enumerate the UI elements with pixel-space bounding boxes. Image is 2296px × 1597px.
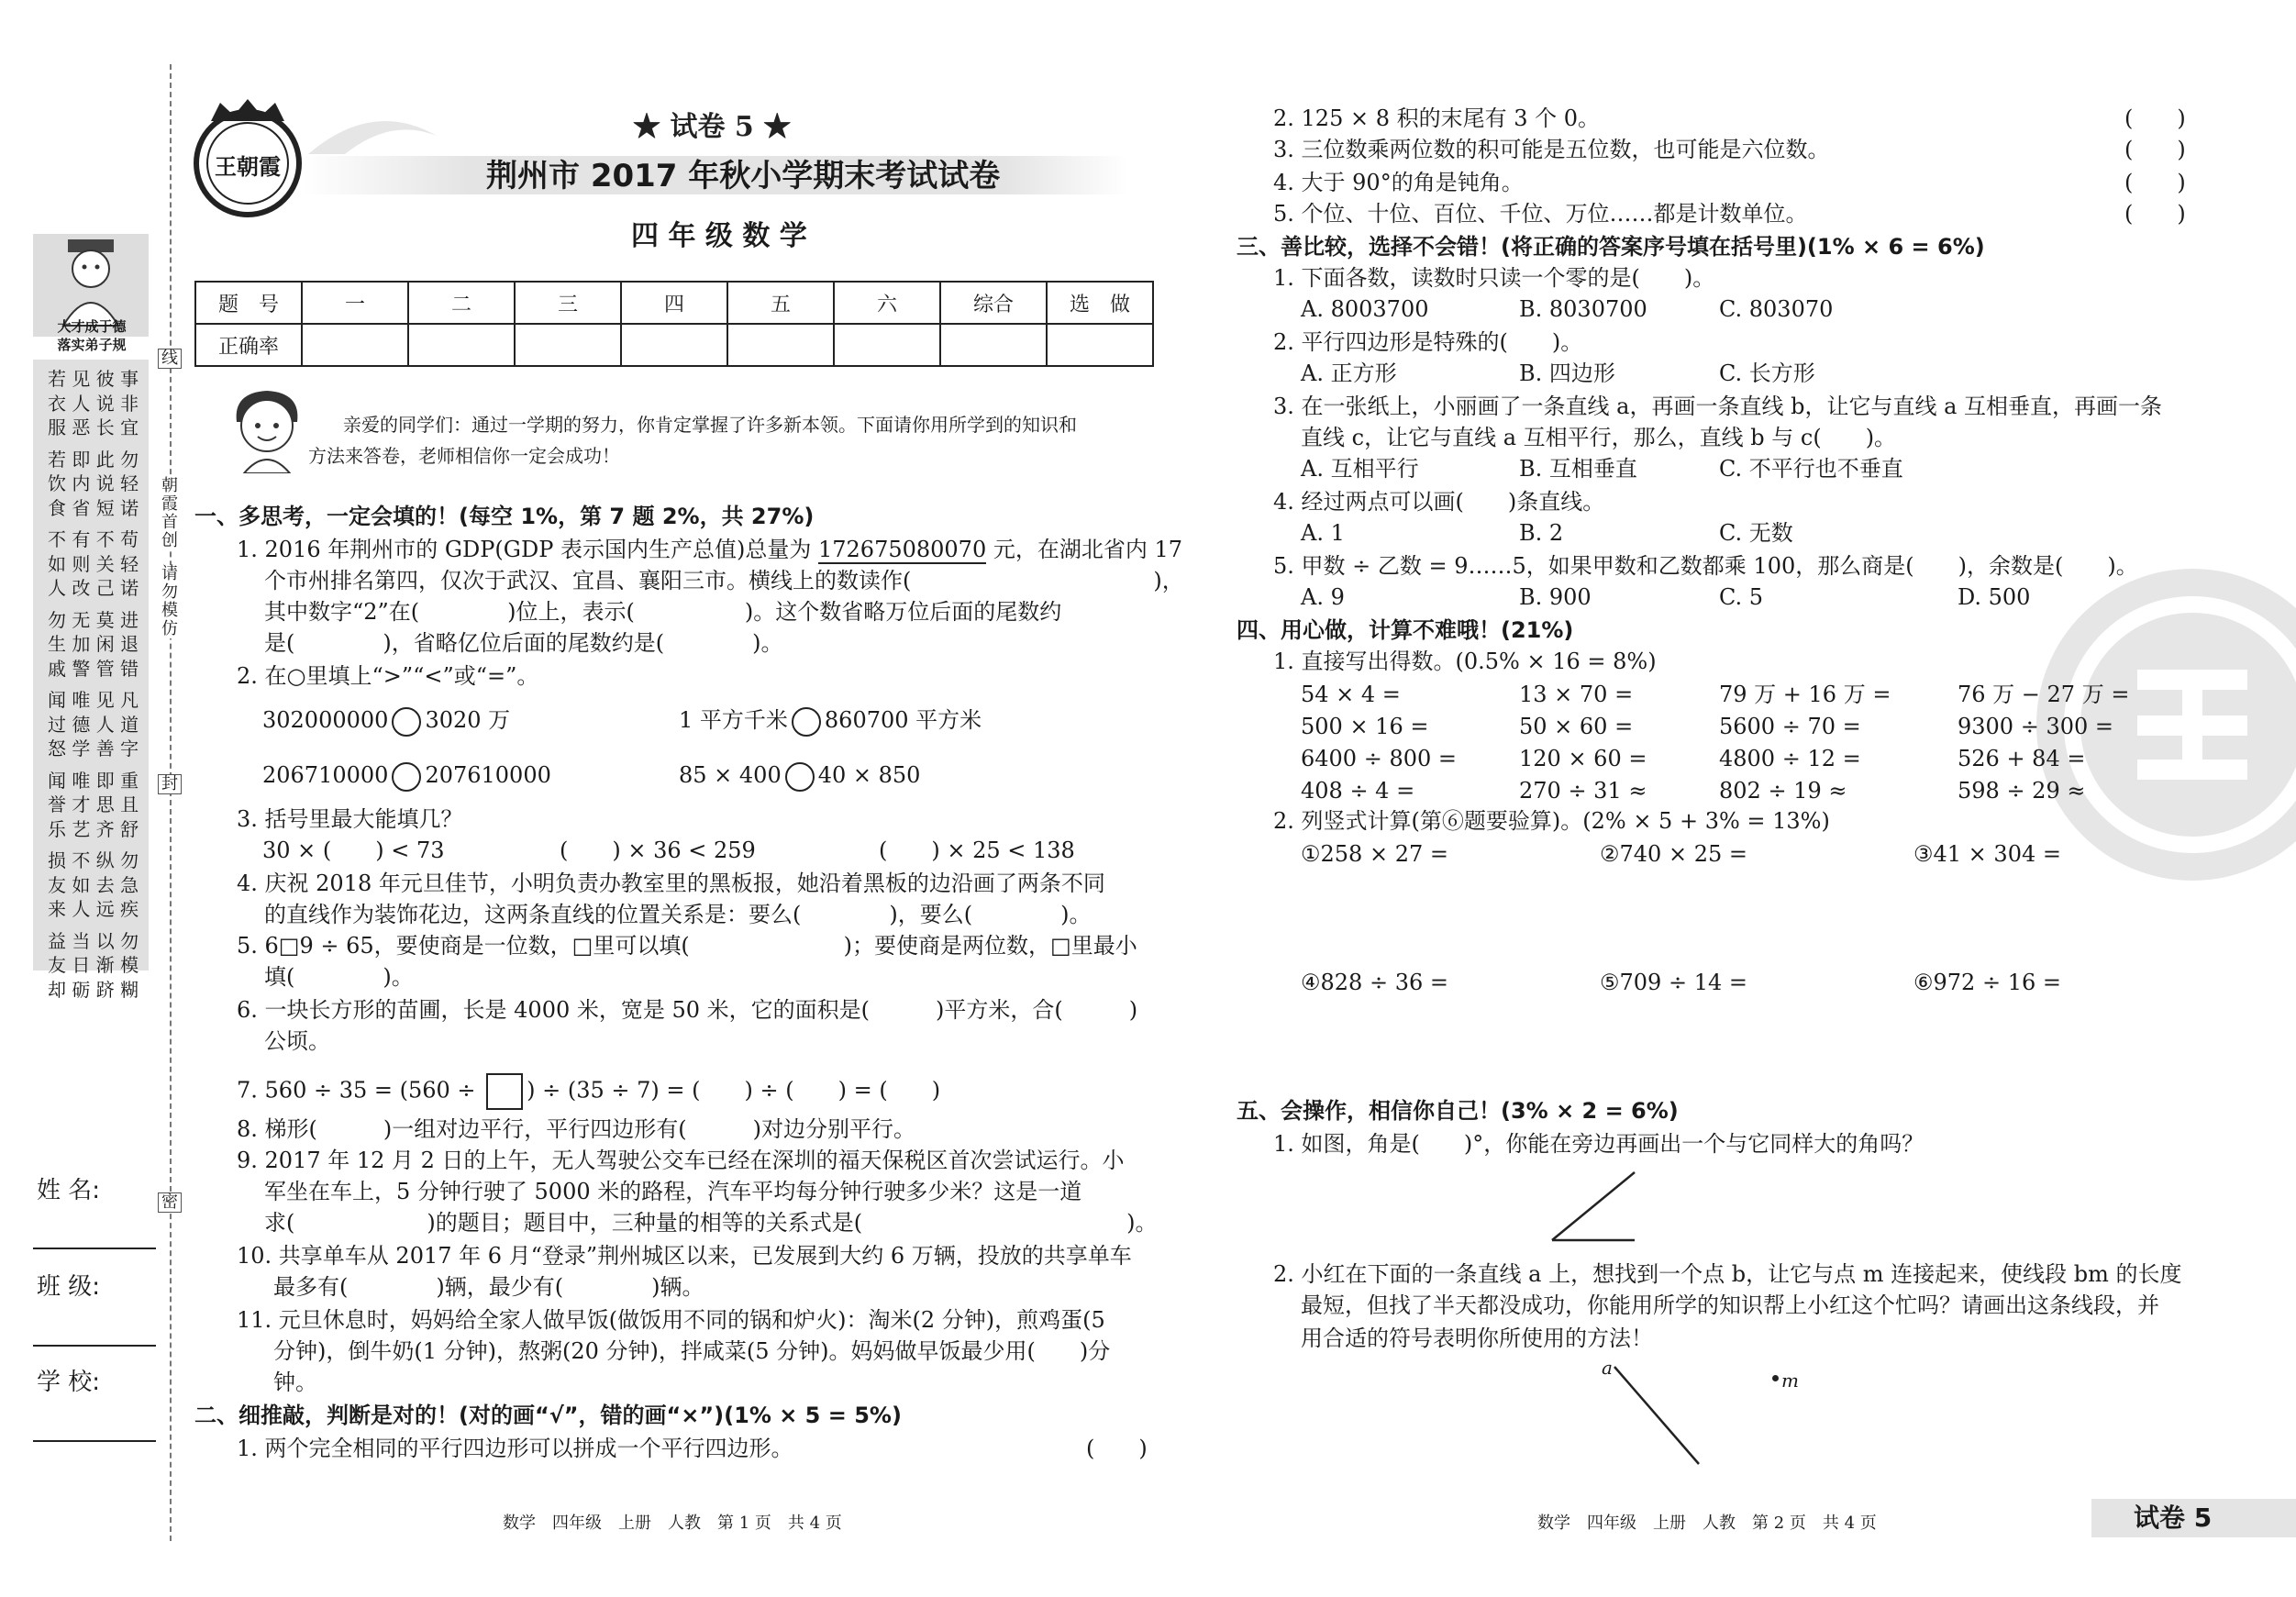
kid-mascot [227,385,306,473]
paper-subject: 四 年 级 数 学 [631,220,807,252]
point-m [1772,1375,1779,1381]
saying-line: 来 人 远 疾 [48,898,139,920]
mental-math-item[interactable]: 6400 ÷ 800 = [1301,746,1457,771]
judge-q5-paren[interactable]: ( ) [2124,201,2186,227]
score-cell[interactable] [302,324,408,366]
judge-q4: 4. 大于 90°的角是钝角。 [1273,170,1524,195]
q3-text: 3. 括号里最大能填几？ [237,806,463,832]
section-1-title: 一、多思考，一定会填的！(每空 1%，第 7 题 2%，共 27%) [194,504,815,529]
saying-line: 若 见 彼 事 [48,368,139,390]
judge-q1-paren[interactable]: ( ) [1086,1436,1148,1461]
q10-line-1: 10. 共享单车从 2017 年 6 月“登录”荆州城区以来，已发展到大约 6 万辆，投放的共享单车 [237,1243,1132,1269]
score-cell[interactable] [515,324,621,366]
point-m-label: m [1781,1370,1799,1392]
q5-line-2: 填( )。 [264,964,414,990]
judge-q1: 1. 两个完全相同的平行四边形可以拼成一个平行四边形。 [237,1436,793,1461]
mental-math-item[interactable]: 4800 ÷ 12 = [1719,746,1861,771]
q10-line-2: 最多有( )辆，最少有( )辆。 [273,1274,704,1300]
score-cell[interactable] [621,324,727,366]
saying-line: 闻 唯 见 凡 [48,689,139,711]
intro-line-2: 方法来答卷，老师相信你一定会成功！ [308,445,620,467]
paper-code: ★ 试卷 5 ★ [633,111,792,143]
choice-q3-line-1: 3. 在一张纸上，小丽画了一条直线 a，再画一条直线 b，让它与直线 a 互相垂直，再画一条 [1273,394,2163,419]
operate-q2-line-2: 最短，但找了半天都没成功，你能用所学的知识帮上小红这个忙吗？请画出这条线段，并 [1301,1292,2159,1318]
paper-title: 荆州市 2017 年秋小学期末考试试卷 [486,158,1001,194]
mental-math-item[interactable]: 79 万 + 16 万 = [1719,682,1891,707]
q7-line: 7. 560 ÷ 35 = (560 ÷ ) ÷ (35 ÷ 7) = ( ) ÷ ( ) = ( ) [237,1073,940,1110]
score-head: 四 [621,282,727,324]
mental-math-item[interactable]: 598 ÷ 29 ≈ [1958,778,2086,804]
choice-q5: 5. 甲数 ÷ 乙数 = 9……5，如果甲数和乙数都乘 100，那么商是( )，余数是( )。 [1273,553,2138,579]
choice-q5-b[interactable]: B. 900 [1519,584,1592,610]
saying-line [48,440,147,448]
q2-text: 2. 在○里填上“>”“<”或“=”。 [237,663,539,689]
choice-q1-b[interactable]: B. 8030700 [1519,296,1647,322]
mental-math-item[interactable]: 526 + 84 = [1958,746,2086,771]
saying-line [48,601,147,608]
section-5-title: 五、会操作，相信你自己！(3% × 2 = 6%) [1237,1098,1679,1124]
choice-q2: 2. 平行四边形是特殊的( )。 [1273,329,1583,355]
q1-line-3: 其中数字“2”在( )位上，表示( )。这个数省略万位后面的尾数约 [264,599,1062,625]
footer-page-1: 数学 四年级 上册 人教 第 1 页 共 4 页 [503,1514,842,1533]
class-line[interactable] [33,1345,156,1347]
choice-q2-b[interactable]: B. 四边形 [1519,360,1615,386]
mental-math-item[interactable]: 500 × 16 = [1301,714,1429,739]
seal-mi: 密 [158,1192,182,1213]
vertical-q1[interactable]: ①258 × 27 = [1301,841,1448,867]
saying-line [48,761,147,769]
choice-q2-a[interactable]: A. 正方形 [1301,360,1397,386]
saying-line: 如 则 关 轻 [48,552,139,575]
mental-math-item[interactable]: 54 × 4 = [1301,682,1401,707]
choice-q2-c[interactable]: C. 长方形 [1719,360,1815,386]
mental-math-item[interactable]: 50 × 60 = [1519,714,1634,739]
brand-name: 王朝霞 [215,153,281,180]
score-table [194,281,1154,367]
saying-line: 戚 警 管 错 [48,657,139,680]
choice-q5-c[interactable]: C. 5 [1719,584,1764,610]
mental-math-item[interactable]: 13 × 70 = [1519,682,1634,707]
compare-3: 206710000 207610000 [262,761,551,792]
choice-q4-c[interactable]: C. 无数 [1719,520,1793,546]
choice-q3-c[interactable]: C. 不平行也不垂直 [1719,456,1903,482]
score-head: 五 [727,282,834,324]
vertical-q2[interactable]: ②740 × 25 = [1600,841,1747,867]
choice-q3-a[interactable]: A. 互相平行 [1301,456,1419,482]
judge-q2: 2. 125 × 8 积的末尾有 3 个 0。 [1273,105,1601,131]
saying-line [48,681,147,688]
saying-line: 衣 人 说 非 [48,392,139,415]
saying-line: 饮 内 说 轻 [48,472,139,494]
score-row-label: 正确率 [195,324,302,366]
compare-4: 85 × 400 40 × 850 [679,761,920,792]
page-badge: 试卷 5 [2134,1503,2213,1533]
choice-q1-a[interactable]: A. 8003700 [1301,296,1429,322]
q7-answer-box[interactable] [486,1073,523,1110]
choice-q3-line-2: 直线 c，让它与直线 a 互相平行，那么，直线 b 与 c( )。 [1301,425,1897,450]
calc-q1: 1. 直接写出得数。(0.5% × 16 = 8%) [1273,649,1657,674]
choice-q5-d[interactable]: D. 500 [1958,584,2031,610]
operate-q1: 1. 如图，角是( )°，你能在旁边再画出一个与它同样大的角吗？ [1273,1131,1924,1157]
choice-q1-c[interactable]: C. 803070 [1719,296,1834,322]
q3-item-1[interactable]: 30 × ( ) < 73 [262,837,445,863]
saying-line [48,841,147,848]
school-label: 学 校: [37,1369,101,1396]
footer-page-2: 数学 四年级 上册 人教 第 2 页 共 4 页 [1537,1514,1877,1533]
mental-math-item[interactable]: 5600 ÷ 70 = [1719,714,1861,739]
section-2-title: 二、细推敲，判断是对的！(对的画“√”，错的画“×”)(1% × 5 = 5%) [194,1403,902,1428]
q1-line-2: 个市州排名第四，仅次于武汉、宜昌、襄阳三市。横线上的数读作( )， [264,568,1184,593]
q9-line-3: 求( )的题目；题目中，三种量的相等的关系式是( )。 [264,1210,1158,1236]
seal-chuangzuo: 朝霞首创 [158,477,182,550]
seal-column [158,349,183,1220]
saying-line: 不 有 不 苟 [48,528,139,550]
score-cell[interactable] [834,324,940,366]
score-head: 三 [515,282,621,324]
mental-math-item[interactable]: 408 ÷ 4 = [1301,778,1415,804]
angle-figure [1550,1170,1642,1248]
vertical-q5[interactable]: ⑤709 ÷ 14 = [1600,970,1747,995]
class-label: 班 级: [37,1273,101,1301]
mental-math-item[interactable]: 270 ÷ 31 ≈ [1519,778,1647,804]
score-cell[interactable] [727,324,834,366]
score-head: 选 做 [1047,282,1153,324]
judge-q5: 5. 个位、十位、百位、千位、万位……都是计数单位。 [1273,201,1808,227]
q1-line-1: 1. 2016 年荆州市的 GDP(GDP 表示国内生产总值)总量为 172675080070 元，在湖北省内 17 [237,537,1183,562]
seal-xian: 线 [158,349,182,369]
mental-math-item[interactable]: 76 万 − 27 万 = [1958,682,2130,707]
choice-q5-a[interactable]: A. 9 [1301,584,1345,610]
saying-line [48,922,147,929]
saying-line: 服 恶 长 宜 [48,416,139,438]
operate-q2-line-3: 用合适的符号表明你所使用的方法！ [1301,1325,1653,1351]
q3-item-3[interactable]: ( ) × 25 < 138 [879,837,1075,863]
q9-line-1: 9. 2017 年 12 月 2 日的上午，无人驾驶公交车已经在深圳的福天保税区首次尝试运行。小 [237,1148,1125,1173]
q1-line-4: 是( )，省略亿位后面的尾数约是( )。 [264,630,783,656]
saying-line [48,520,147,527]
score-head: 一 [302,282,408,324]
line-a-label: a [1602,1357,1613,1379]
saying-line: 过 德 人 道 [48,713,139,736]
vertical-q4[interactable]: ④828 ÷ 36 = [1301,970,1448,995]
score-head: 六 [834,282,940,324]
sayings-column [48,367,147,1002]
choice-q4-a[interactable]: A. 1 [1301,520,1345,546]
seal-feng: 封 [158,774,182,794]
saying-line: 怒 学 善 字 [48,738,139,760]
choice-q3-b[interactable]: B. 互相垂直 [1519,456,1637,482]
judge-q4-paren[interactable]: ( ) [2124,170,2186,195]
operate-q2-line-1: 2. 小红在下面的一条直线 a 上，想找到一个点 b，让它与点 m 连接起来，使线段 bm 的长度 [1273,1261,2182,1287]
saying-line: 乐 艺 齐 舒 [48,817,139,840]
compare-1: 302000000 3020 万 [262,706,510,737]
line-a-figure [1596,1358,1706,1468]
section-3-title: 三、善比较，选择不会错！(将正确的答案序号填在括号里)(1% × 6 = 6%) [1237,234,1985,260]
q3-item-2[interactable]: ( ) × 36 < 259 [560,837,756,863]
ribbon-decoration [308,99,437,163]
choice-q4-b[interactable]: B. 2 [1519,520,1564,546]
saying-line: 友 日 渐 模 [48,954,139,976]
judge-q3-paren[interactable]: ( ) [2124,137,2186,162]
intro-line-1: 亲爱的同学们：通过一学期的努力，你肯定掌握了许多新本领。下面请你用所学到的知识和 [343,414,1077,436]
brand-logo [193,99,303,220]
q9-line-2: 军坐在车上，5 分钟行驶了 5000 米的路程，汽车平均每分钟行驶多少米？这是一道 [264,1179,1082,1204]
score-head: 综合 [940,282,1047,324]
saying-line: 闻 唯 即 重 [48,769,139,792]
q6-line-1: 6. 一块长方形的苗圃，长是 4000 米，宽是 50 米，它的面积是( )平方米，合( ) [237,997,1138,1023]
choice-q4: 4. 经过两点可以画( )条直线。 [1273,489,1605,515]
vertical-q6[interactable]: ⑥972 ÷ 16 = [1913,970,2061,995]
judge-q2-paren[interactable]: ( ) [2124,105,2186,131]
saying-line: 友 如 去 急 [48,873,139,896]
compare-circle[interactable] [792,707,821,737]
mental-math-item[interactable]: 802 ÷ 19 ≈ [1719,778,1847,804]
motto: 大才成于德 落实弟子规 [57,318,127,353]
score-head: 二 [408,282,515,324]
q11-line-3: 钟。 [273,1370,317,1395]
saying-line: 食 省 短 诺 [48,496,139,519]
name-line[interactable] [33,1248,156,1249]
compare-2: 1 平方千米 860700 平方米 [679,706,982,737]
compare-circle[interactable] [785,762,815,792]
saying-line: 却 砺 跻 糊 [48,978,139,1001]
calc-q2: 2. 列竖式计算(第⑥题要验算)。(2% × 5 + 3% = 13%) [1273,808,1830,834]
compare-circle[interactable] [392,762,421,792]
saying-line: 誉 才 思 且 [48,793,139,815]
score-head: 题 号 [195,282,302,324]
score-cell[interactable] [1047,324,1153,366]
q4-line-2: 的直线作为装饰花边，这两条直线的位置关系是：要么( )，要么( )。 [264,902,1092,927]
school-line[interactable] [33,1440,156,1442]
q11-line-1: 11. 元旦休息时，妈妈给全家人做早饭(做饭用不同的锅和炉火)：淘米(2 分钟)，煎鸡蛋(5 [237,1307,1105,1333]
compare-circle[interactable] [392,707,421,737]
q5-line-1: 5. 6□9 ÷ 65，要使商是一位数，□里可以填( )；要使商是两位数，□里最小 [237,933,1137,959]
q6-line-2: 公顷。 [264,1028,330,1054]
saying-line: 勿 无 莫 进 [48,608,139,631]
seal-warning: 请勿模仿 [158,565,182,638]
vertical-q3[interactable]: ③41 × 304 = [1913,841,2061,867]
mental-math-item[interactable]: 120 × 60 = [1519,746,1647,771]
section-4-title: 四、用心做，计算不难哦！(21%) [1237,617,1574,643]
name-label: 姓 名: [37,1177,101,1204]
saying-line: 益 当 以 勿 [48,929,139,952]
saying-line: 若 即 此 勿 [48,448,139,471]
q4-line-1: 4. 庆祝 2018 年元旦佳节，小明负责办教室里的黑板报，她沿着黑板的边沿画了两条不同 [237,871,1105,896]
score-cell[interactable] [940,324,1047,366]
q8-line: 8. 梯形( )一组对边平行，平行四边形有( )对边分别平行。 [237,1116,915,1142]
judge-q3: 3. 三位数乘两位数的积可能是五位数，也可能是六位数。 [1273,137,1830,162]
choice-q1: 1. 下面各数，读数时只读一个零的是( )。 [1273,265,1715,291]
q11-line-2: 分钟)，倒牛奶(1 分钟)，熬粥(20 分钟)，拌咸菜(5 分钟)。妈妈做早饭最少用( )分 [273,1338,1111,1364]
saying-line: 人 改 己 诺 [48,577,139,599]
score-cell[interactable] [408,324,515,366]
saying-line: 生 加 闲 退 [48,633,139,655]
saying-line: 损 不 纵 勿 [48,849,139,871]
gdp-number: 172675080070 [817,537,987,562]
mental-math-item[interactable]: 9300 ÷ 300 = [1958,714,2113,739]
